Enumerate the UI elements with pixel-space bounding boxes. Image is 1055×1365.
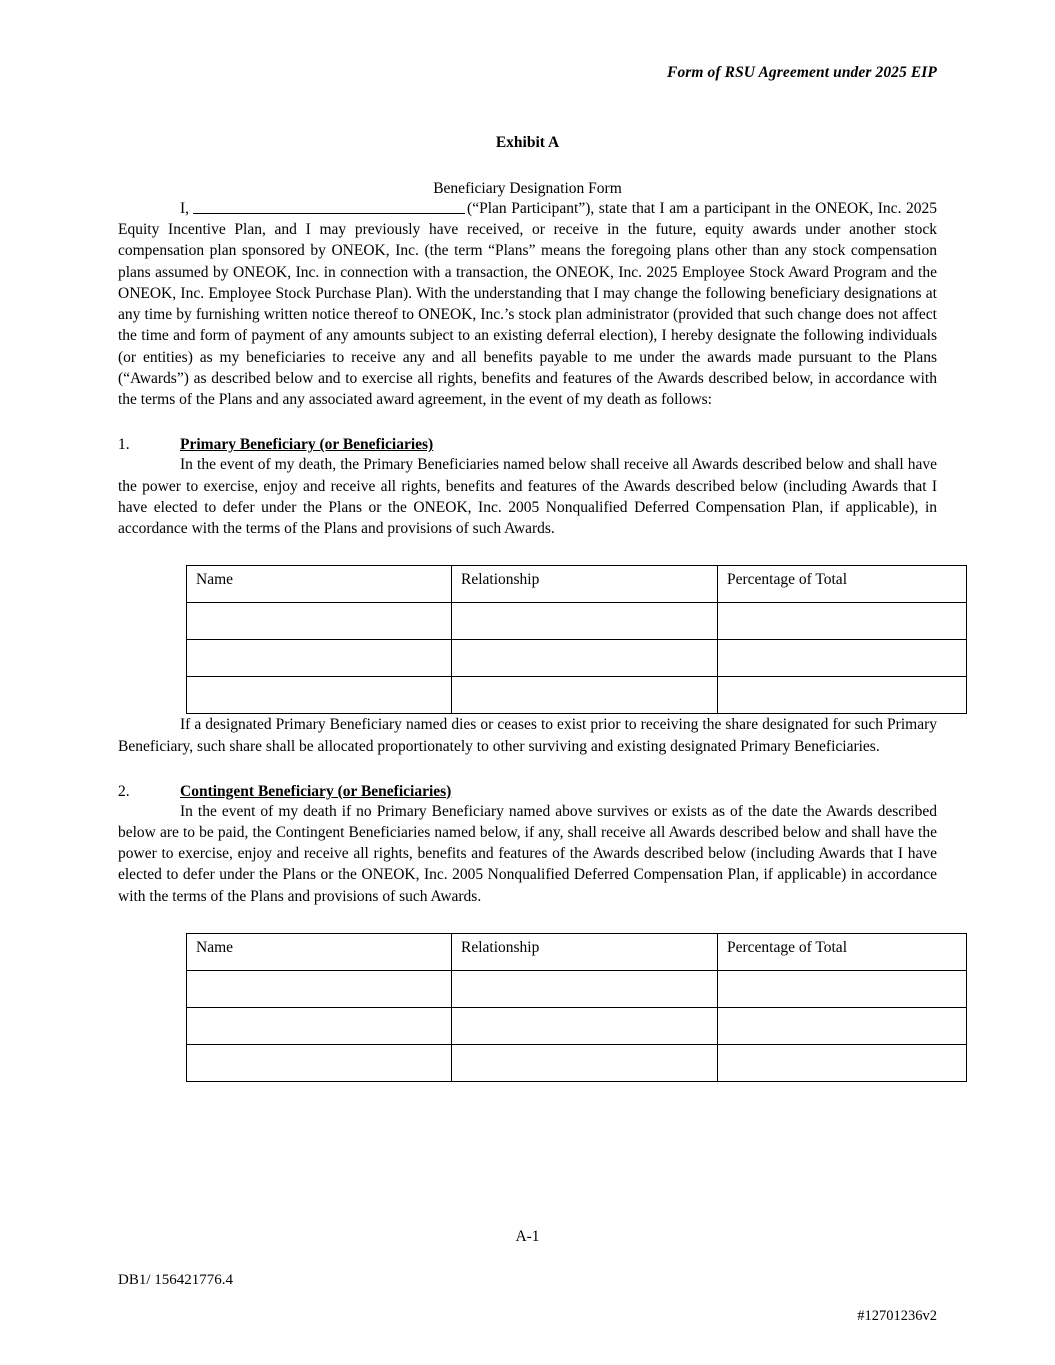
intro-lead: I, — [180, 200, 190, 217]
cell-name[interactable] — [187, 1007, 452, 1044]
table-header-row — [187, 933, 967, 970]
cell-name[interactable] — [187, 677, 452, 714]
running-header: Form of RSU Agreement under 2025 EIP — [667, 64, 937, 81]
cell-percentage[interactable] — [718, 1007, 967, 1044]
column-header-name: Name — [187, 933, 452, 970]
cell-percentage[interactable] — [718, 970, 967, 1007]
column-header-relationship: Relationship — [452, 566, 718, 603]
intro-body: (“Plan Participant”), state that I am a participant in the ONEOK, Inc. 2025 Equity Incentive Plan, and I may previously have received, or receive in the future, equity awards under another stock compensation plan sponsored by ONEOK, Inc. (the term “Plans” means the foregoing plans other than any stock compensation plans assumed by ONEOK, Inc. in connection with a transaction, the ONEOK, Inc. 2025 Employee Stock Award Program and the ONEOK, Inc. Employee Stock Purchase Plan). With the understanding that I may change the following beneficiary designations at any time by furnishing written notice thereof to ONEOK, Inc.’s stock plan administrator (provided that such change does not affect the time and form of payment of any amounts subject to an existing deferral election), I hereby designate the following individuals (or entities) as my beneficiaries to receive any and all benefits payable to me under the awards made pursuant to the Plans (“Awards”) as described below and to exercise all rights, benefits and features of the Awards described below, in accordance with the terms of the Plans and any associated award agreement, in the event of my death as follows: — [118, 200, 937, 409]
exhibit-title: Exhibit A — [495, 134, 560, 151]
table-row — [187, 970, 967, 1007]
section-heading-primary: Primary Beneficiary (or Beneficiaries) — [180, 436, 434, 454]
intro-paragraph — [118, 198, 937, 410]
cell-name[interactable] — [187, 640, 452, 677]
primary-paragraph: In the event of my death, the Primary Beneficiaries named below shall receive all Awards described below and shall have the power to exercise, enjoy and receive all rights, benefits and features of the Awards described below (including Awards that I have elected to defer under the Plans or the ONEOK, Inc. 2005 Nonqualified Deferred Compensation Plan, if applicable), in accordance with the terms of the Plans and provisions of such Awards. — [118, 456, 937, 538]
section-heading-contingent: Contingent Beneficiary (or Beneficiaries) — [180, 782, 452, 800]
cell-relationship[interactable] — [452, 677, 718, 714]
cell-relationship[interactable] — [452, 640, 718, 677]
section-primary-beneficiary — [118, 436, 937, 454]
cell-percentage[interactable] — [718, 640, 967, 677]
cell-relationship[interactable] — [452, 1044, 718, 1081]
cell-relationship[interactable] — [452, 970, 718, 1007]
column-header-percentage: Percentage of Total — [718, 933, 967, 970]
cell-name[interactable] — [187, 1044, 452, 1081]
cell-relationship[interactable] — [452, 1007, 718, 1044]
section-number-1: 1. — [118, 436, 130, 454]
table-row — [187, 1044, 967, 1081]
table-header-row — [187, 566, 967, 603]
cell-percentage[interactable] — [718, 677, 967, 714]
section-contingent-beneficiary — [118, 783, 937, 801]
column-header-relationship: Relationship — [452, 933, 718, 970]
table-row — [187, 1007, 967, 1044]
cell-relationship[interactable] — [452, 603, 718, 640]
participant-name-blank[interactable] — [193, 198, 465, 214]
section-number-2: 2. — [118, 782, 130, 800]
table-row — [187, 603, 967, 640]
footer-version-id: #12701236v2 — [857, 1308, 937, 1324]
cell-percentage[interactable] — [718, 603, 967, 640]
primary-after-paragraph: If a designated Primary Beneficiary named dies or ceases to exist prior to receiving the share designated for such Primary Beneficiary, such share shall be allocated proportionately to other surviving and existing designated Primary Beneficiaries. — [118, 716, 937, 755]
page-number: A-1 — [515, 1228, 540, 1245]
contingent-beneficiary-table — [186, 933, 967, 1082]
form-title: Beneficiary Designation Form — [433, 180, 622, 197]
primary-beneficiary-table — [186, 565, 967, 714]
footer-document-id: DB1/ 156421776.4 — [118, 1272, 234, 1288]
column-header-percentage: Percentage of Total — [718, 566, 967, 603]
cell-name[interactable] — [187, 603, 452, 640]
cell-percentage[interactable] — [718, 1044, 967, 1081]
contingent-paragraph: In the event of my death if no Primary Beneficiary named above survives or exists as of the date the Awards described below are to be paid, the Contingent Beneficiaries named below, if any, shall receive all Awards described below and shall have the power to exercise, enjoy and receive all rights, benefits and features of the Awards described below (including Awards that I have elected to defer under the Plans or the ONEOK, Inc. 2005 Nonqualified Deferred Compensation Plan, if applicable) in accordance with the terms of the Plans and provisions of such Awards. — [118, 802, 937, 905]
cell-name[interactable] — [187, 970, 452, 1007]
table-row — [187, 677, 967, 714]
table-row — [187, 640, 967, 677]
column-header-name: Name — [187, 566, 452, 603]
